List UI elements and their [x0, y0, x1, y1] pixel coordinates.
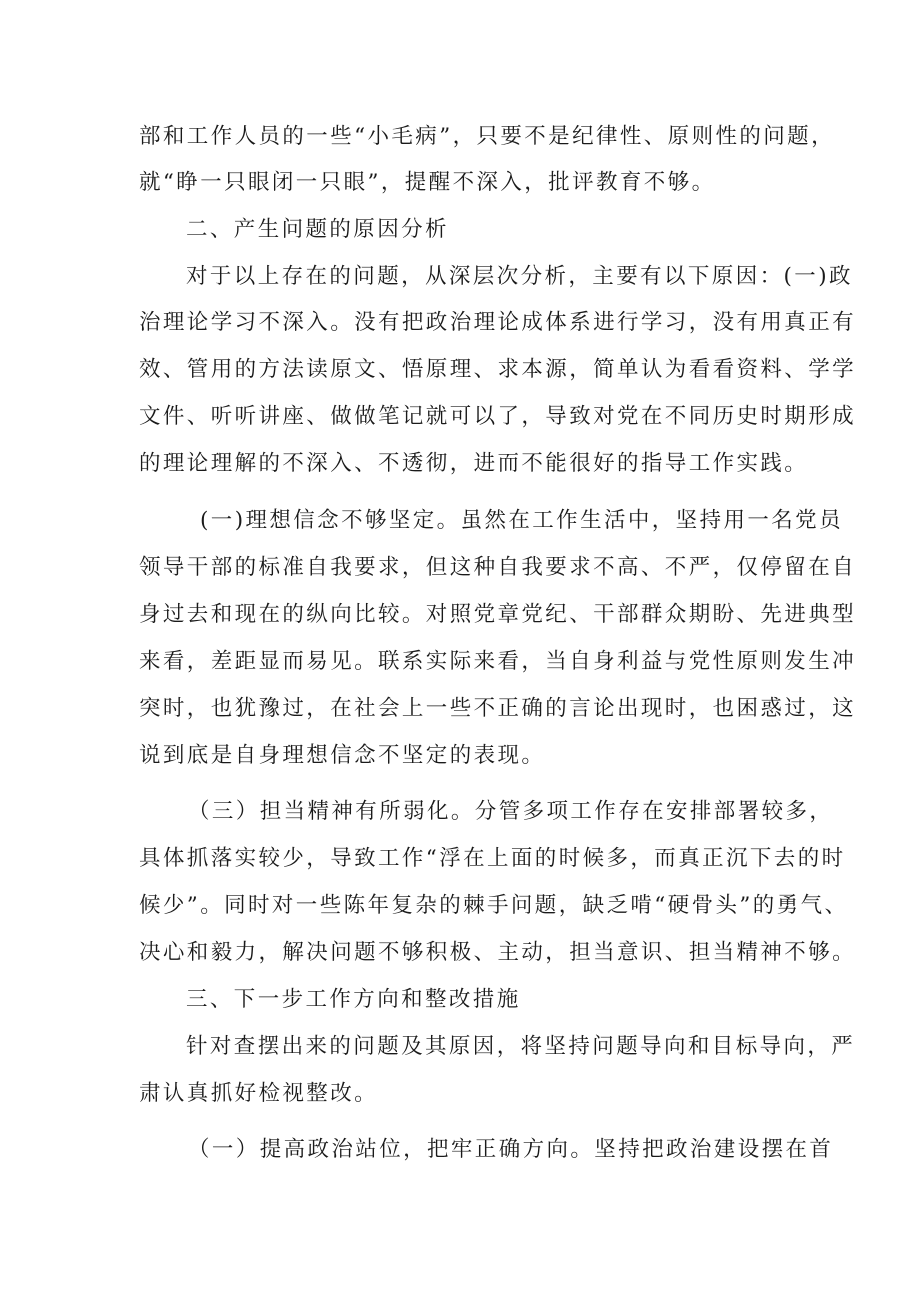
text-line: 的理论理解的不深入、不透彻，进而不能很好的指导工作实践。	[139, 451, 809, 476]
text-line: 文件、听听讲座、做做笔记就可以了，导致对党在不同历史时期形成	[139, 404, 857, 429]
text-line: 治理论学习不深入。没有把政治理论成体系进行学习，没有用真正有	[139, 310, 857, 335]
text-line: 领导干部的标准自我要求，但这种自我要求不高、不严，仅停留在自	[139, 555, 857, 580]
text-line: 部和工作人员的一些“小毛病”，只要不是纪律性、原则性的问题，	[139, 124, 835, 149]
section-heading: 三、下一步工作方向和整改措施	[186, 987, 521, 1012]
text-line: 对于以上存在的问题，从深层次分析，主要有以下原因：(一)政	[186, 264, 853, 289]
text-line: 决心和毅力，解决问题不够积极、主动，担当意识、担当精神不够。	[139, 940, 857, 965]
text-line: 针对查摆出来的问题及其原因，将坚持问题导向和目标导向，严	[186, 1034, 856, 1059]
text-line: 肃认真抓好检视整改。	[139, 1081, 379, 1106]
text-line: 候少”。同时对一些陈年复杂的棘手问题，缺乏啃“硬骨头”的勇气、	[139, 893, 849, 918]
text-line: (一)理想信念不够坚定。虽然在工作生活中，坚持用一名党员	[200, 508, 843, 533]
section-heading: 二、产生问题的原因分析	[186, 217, 449, 242]
text-line: 具体抓落实较少，导致工作“浮在上面的时候多，而真正沉下去的时	[139, 846, 846, 871]
text-line: 效、管用的方法读原文、悟原理、求本源，简单认为看看资料、学学	[139, 357, 857, 382]
text-line: 身过去和现在的纵向比较。对照党章党纪、干部群众期盼、先进典型	[139, 602, 857, 627]
text-line: 就“睁一只眼闭一只眼”，提醒不深入，批评教育不够。	[139, 170, 716, 195]
text-line: （三）担当精神有所弱化。分管多项工作存在安排部署较多，	[188, 799, 834, 824]
text-line: （一）提高政治站位，把牢正确方向。坚持把政治建设摆在首	[188, 1137, 834, 1162]
text-line: 突时，也犹豫过，在社会上一些不正确的言论出现时，也困惑过，这	[139, 696, 857, 721]
text-line: 说到底是自身理想信念不坚定的表现。	[139, 743, 546, 768]
text-line: 来看，差距显而易见。联系实际来看，当自身利益与党性原则发生冲	[139, 649, 857, 674]
